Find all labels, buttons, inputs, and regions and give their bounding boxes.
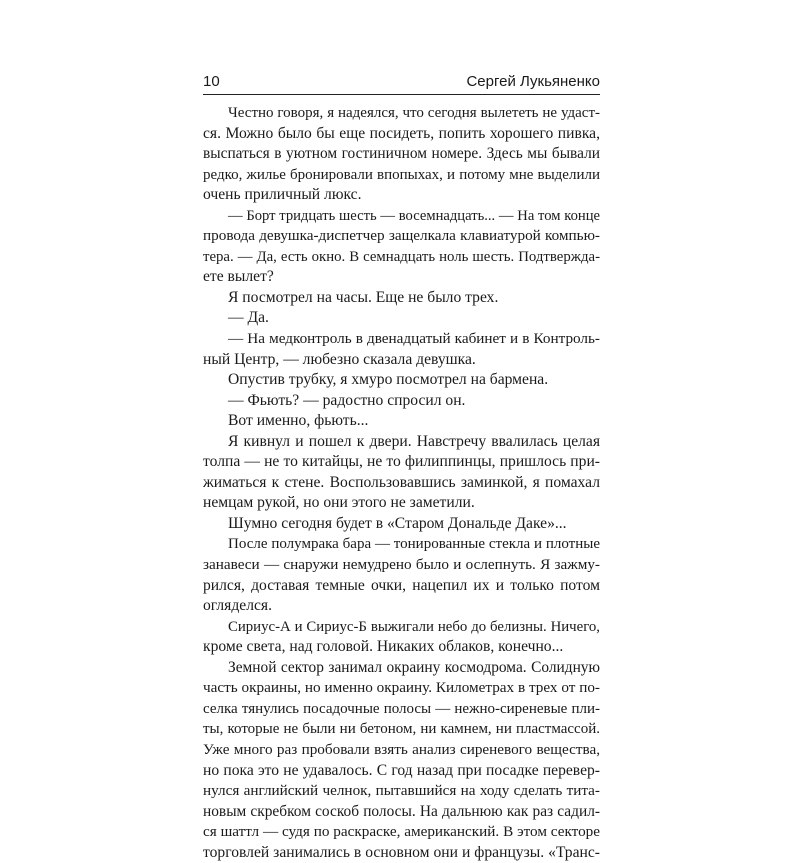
text-line: Сириус-А и Сириус-Б выжигали небо до белизны. Ничего, bbox=[228, 618, 600, 635]
text-line: — Фьють? — радостно спросил он. bbox=[228, 391, 466, 409]
text-line: ете вылет? bbox=[203, 268, 274, 286]
text-line: огляделся. bbox=[203, 597, 272, 615]
author-name: Сергей Лукьяненко bbox=[466, 73, 600, 90]
text-line: ся шаттл — судя по раскраске, американский. В этом секторе bbox=[203, 823, 600, 841]
book-page bbox=[203, 70, 600, 861]
text-line: ся. Можно было бы еще посидеть, попить хорошего пивка, bbox=[203, 124, 600, 142]
text-line: кроме света, над головой. Никаких облаков, конечно... bbox=[203, 638, 564, 656]
text-line: Уже много раз пробовали взять анализ сиреневого вещества, bbox=[203, 740, 600, 758]
text-line: тера. — Да, есть окно. В семнадцать ноль шесть. Подтвержда- bbox=[203, 248, 600, 265]
text-line: Я посмотрел на часы. Еще не было трех. bbox=[228, 288, 499, 306]
text-line: занавеси — снаружи немудрено было и ослепнуть. Я зажму- bbox=[203, 556, 600, 574]
text-line: ный Центр, — любезно сказала девушка. bbox=[203, 350, 476, 368]
text-line: Опустив трубку, я хмуро посмотрел на бармена. bbox=[228, 371, 549, 389]
text-line: толпа — не то китайцы, не то филиппинцы, пришлось при- bbox=[203, 453, 600, 471]
text-line: часть окраины, но именно окраину. Километрах в трех от по- bbox=[203, 679, 600, 697]
text-line: рился, доставая темные очки, нацепил их и только потом bbox=[203, 576, 600, 594]
text-line: Я кивнул и пошел к двери. Навстречу ввалилась целая bbox=[228, 432, 600, 450]
text-line: провода девушка-диспетчер защелкала клавиатурой компью- bbox=[203, 227, 600, 245]
text-line: селка тянулись посадочные полосы — нежно-сиреневые пли- bbox=[203, 700, 600, 717]
text-line: очень приличный люкс. bbox=[203, 186, 362, 204]
page-number: 10 bbox=[203, 73, 220, 90]
text-line: Земной сектор занимал окраину космодрома. Солидную bbox=[228, 658, 600, 676]
running-header bbox=[203, 70, 600, 96]
text-line: ты, которые не были ни бетоном, ни камнем, ни пластмассой. bbox=[203, 721, 600, 738]
text-line: Честно говоря, я надеялся, что сегодня вылететь не удаст- bbox=[228, 105, 600, 121]
header-rule bbox=[203, 94, 600, 95]
text-line: немцам рукой, но они этого не заметили. bbox=[203, 494, 475, 512]
text-line: После полумрака бара — тонированные стекла и плотные bbox=[228, 536, 600, 553]
text-line: торговлей занимались в основном они и французы. «Транс- bbox=[203, 843, 600, 861]
text-line: редко, жилье бронировали впопыхах, и потому мне выделили bbox=[203, 166, 600, 183]
text-line: Шумно сегодня будет в «Старом Дональде Даке»... bbox=[228, 514, 567, 532]
text-line: но пока это не удавалось. С год назад при посадке перевер- bbox=[203, 761, 600, 779]
text-line: Вот именно, фьють... bbox=[228, 412, 369, 430]
text-line: выспаться в уютном гостиничном номере. Здесь мы бывали bbox=[203, 145, 600, 163]
text-line: — Да. bbox=[228, 309, 269, 327]
text-line: — На медконтроль в двенадцатый кабинет и в Контроль- bbox=[228, 330, 600, 348]
body-text bbox=[203, 103, 600, 863]
text-line: — Борт тридцать шесть — восемнадцать... — На том конце bbox=[228, 207, 600, 224]
text-line: новым скребком соскоб полосы. На дальнюю как раз садил- bbox=[203, 802, 600, 820]
text-line: жиматься к стене. Воспользовавшись заминкой, я помахал bbox=[203, 473, 600, 491]
text-line: нулся английский челнок, пытавшийся на ходу сделать тита- bbox=[203, 782, 600, 800]
